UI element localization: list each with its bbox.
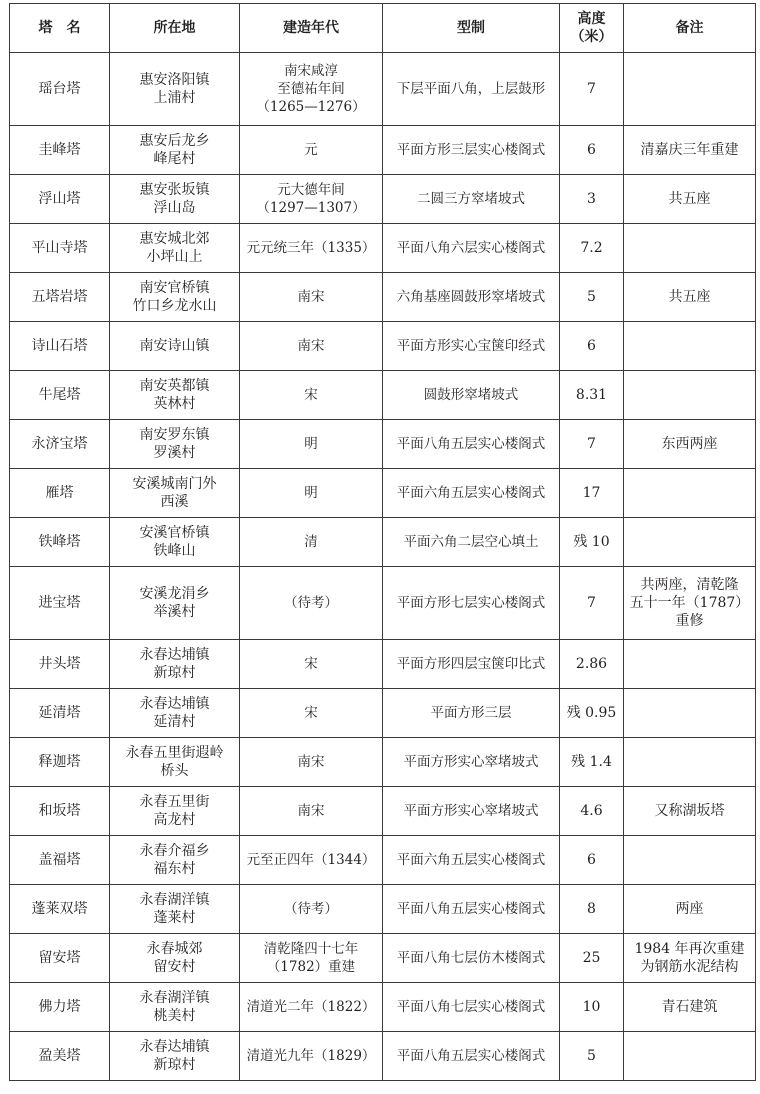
cell-name: 浮山塔 xyxy=(10,175,110,224)
cell-form: 平面方形三层实心楼阁式 xyxy=(383,126,560,175)
cell-era: 南宋 xyxy=(240,738,383,787)
table-row xyxy=(10,224,756,273)
cell-height: 7 xyxy=(560,53,624,126)
cell-name: 盈美塔 xyxy=(10,1032,110,1081)
cell-location: 永春介福乡 福东村 xyxy=(110,836,240,885)
cell-form: 平面方形实心窣堵坡式 xyxy=(383,787,560,836)
cell-height: 7.2 xyxy=(560,224,624,273)
table-row xyxy=(10,273,756,322)
cell-note: 青石建筑 xyxy=(624,983,756,1032)
cell-form: 下层平面八角，上层鼓形 xyxy=(383,53,560,126)
cell-form: 平面八角五层实心楼阁式 xyxy=(383,885,560,934)
cell-note: 东西两座 xyxy=(624,420,756,469)
cell-height: 6 xyxy=(560,126,624,175)
cell-height: 7 xyxy=(560,420,624,469)
cell-form: 平面六角五层实心楼阁式 xyxy=(383,469,560,518)
table-row xyxy=(10,983,756,1032)
cell-location: 惠安后龙乡 峰尾村 xyxy=(110,126,240,175)
cell-name: 和坂塔 xyxy=(10,787,110,836)
header-form: 型制 xyxy=(383,4,560,53)
cell-era: 元至正四年（1344） xyxy=(240,836,383,885)
cell-form: 六角基座圆鼓形窣堵坡式 xyxy=(383,273,560,322)
cell-note xyxy=(624,836,756,885)
cell-height: 7 xyxy=(560,567,624,640)
cell-note: 共五座 xyxy=(624,273,756,322)
cell-note xyxy=(624,738,756,787)
table-row xyxy=(10,469,756,518)
cell-era: 清乾隆四十七年 （1782）重建 xyxy=(240,934,383,983)
cell-era: 南宋 xyxy=(240,273,383,322)
cell-height: 6 xyxy=(560,322,624,371)
cell-name: 延清塔 xyxy=(10,689,110,738)
cell-era: 元大德年间 （1297—1307） xyxy=(240,175,383,224)
cell-name: 牛尾塔 xyxy=(10,371,110,420)
cell-location: 永春湖洋镇 桃美村 xyxy=(110,983,240,1032)
cell-form: 平面八角六层实心楼阁式 xyxy=(383,224,560,273)
header-era: 建造年代 xyxy=(240,4,383,53)
cell-form: 平面八角五层实心楼阁式 xyxy=(383,420,560,469)
cell-era: 宋 xyxy=(240,689,383,738)
cell-form: 圆鼓形窣堵坡式 xyxy=(383,371,560,420)
cell-height: 2.86 xyxy=(560,640,624,689)
table-row xyxy=(10,567,756,640)
cell-location: 南安诗山镇 xyxy=(110,322,240,371)
table-row xyxy=(10,1032,756,1081)
cell-form: 平面方形实心窣堵坡式 xyxy=(383,738,560,787)
cell-note: 两座 xyxy=(624,885,756,934)
cell-location: 永春达埔镇 延清村 xyxy=(110,689,240,738)
cell-note: 1984 年再次重建 为钢筋水泥结构 xyxy=(624,934,756,983)
cell-location: 南安官桥镇 竹口乡龙水山 xyxy=(110,273,240,322)
cell-location: 南安罗东镇 罗溪村 xyxy=(110,420,240,469)
cell-location: 永春达埔镇 新琼村 xyxy=(110,640,240,689)
cell-form: 平面八角七层实心楼阁式 xyxy=(383,983,560,1032)
cell-note xyxy=(624,640,756,689)
cell-form: 平面方形四层宝箧印比式 xyxy=(383,640,560,689)
table-row xyxy=(10,738,756,787)
cell-era: 清道光二年（1822） xyxy=(240,983,383,1032)
header-name: 塔 名 xyxy=(10,4,110,53)
cell-location: 南安英都镇 英林村 xyxy=(110,371,240,420)
cell-note xyxy=(624,469,756,518)
cell-era: 南宋咸淳 至德祐年间 （1265—1276） xyxy=(240,53,383,126)
cell-era: （待考） xyxy=(240,885,383,934)
cell-name: 留安塔 xyxy=(10,934,110,983)
cell-height: 4.6 xyxy=(560,787,624,836)
cell-name: 佛力塔 xyxy=(10,983,110,1032)
table-row xyxy=(10,420,756,469)
cell-era: 元 xyxy=(240,126,383,175)
cell-form: 平面六角五层实心楼阁式 xyxy=(383,836,560,885)
cell-era: 明 xyxy=(240,469,383,518)
cell-name: 铁峰塔 xyxy=(10,518,110,567)
cell-location: 永春湖洋镇 蓬莱村 xyxy=(110,885,240,934)
table-row xyxy=(10,836,756,885)
table-row xyxy=(10,53,756,126)
cell-height: 残 10 xyxy=(560,518,624,567)
cell-name: 诗山石塔 xyxy=(10,322,110,371)
cell-name: 井头塔 xyxy=(10,640,110,689)
cell-location: 惠安张坂镇 浮山岛 xyxy=(110,175,240,224)
cell-location: 永春五里街遐岭 桥头 xyxy=(110,738,240,787)
cell-note xyxy=(624,518,756,567)
cell-era: （待考） xyxy=(240,567,383,640)
cell-height: 5 xyxy=(560,1032,624,1081)
table-row xyxy=(10,689,756,738)
header-row xyxy=(10,4,756,53)
cell-era: 南宋 xyxy=(240,322,383,371)
cell-location: 安溪官桥镇 铁峰山 xyxy=(110,518,240,567)
table-row xyxy=(10,371,756,420)
cell-name: 永济宝塔 xyxy=(10,420,110,469)
cell-note: 又称湖坂塔 xyxy=(624,787,756,836)
cell-note xyxy=(624,1032,756,1081)
cell-name: 五塔岩塔 xyxy=(10,273,110,322)
table-row xyxy=(10,175,756,224)
cell-form: 平面八角五层实心楼阁式 xyxy=(383,1032,560,1081)
cell-form: 平面八角七层仿木楼阁式 xyxy=(383,934,560,983)
cell-form: 平面方形实心宝箧印经式 xyxy=(383,322,560,371)
cell-note xyxy=(624,322,756,371)
cell-era: 南宋 xyxy=(240,787,383,836)
cell-era: 元元统三年（1335） xyxy=(240,224,383,273)
cell-note xyxy=(624,371,756,420)
cell-note: 共两座，清乾隆 五十一年（1787） 重修 xyxy=(624,567,756,640)
cell-note: 共五座 xyxy=(624,175,756,224)
cell-note xyxy=(624,53,756,126)
cell-height: 10 xyxy=(560,983,624,1032)
table-row xyxy=(10,640,756,689)
cell-height: 25 xyxy=(560,934,624,983)
cell-era: 明 xyxy=(240,420,383,469)
header-height: 高度 （米） xyxy=(560,4,624,53)
cell-location: 永春城郊 留安村 xyxy=(110,934,240,983)
cell-note: 清嘉庆三年重建 xyxy=(624,126,756,175)
table-row xyxy=(10,518,756,567)
cell-location: 安溪龙涓乡 举溪村 xyxy=(110,567,240,640)
cell-name: 释迦塔 xyxy=(10,738,110,787)
cell-name: 瑶台塔 xyxy=(10,53,110,126)
cell-location: 永春五里街 高龙村 xyxy=(110,787,240,836)
cell-form: 二圆三方窣堵坡式 xyxy=(383,175,560,224)
table-row xyxy=(10,126,756,175)
cell-note xyxy=(624,224,756,273)
cell-height: 3 xyxy=(560,175,624,224)
cell-name: 圭峰塔 xyxy=(10,126,110,175)
table-row xyxy=(10,322,756,371)
cell-note xyxy=(624,689,756,738)
table-row xyxy=(10,885,756,934)
cell-name: 盖福塔 xyxy=(10,836,110,885)
cell-height: 5 xyxy=(560,273,624,322)
cell-era: 清 xyxy=(240,518,383,567)
cell-era: 宋 xyxy=(240,371,383,420)
cell-height: 残 1.4 xyxy=(560,738,624,787)
cell-height: 残 0.95 xyxy=(560,689,624,738)
cell-height: 6 xyxy=(560,836,624,885)
cell-name: 蓬莱双塔 xyxy=(10,885,110,934)
cell-name: 进宝塔 xyxy=(10,567,110,640)
cell-name: 雁塔 xyxy=(10,469,110,518)
header-location: 所在地 xyxy=(110,4,240,53)
cell-name: 平山寺塔 xyxy=(10,224,110,273)
table-row xyxy=(10,787,756,836)
header-note: 备注 xyxy=(624,4,756,53)
cell-form: 平面方形七层实心楼阁式 xyxy=(383,567,560,640)
cell-height: 8 xyxy=(560,885,624,934)
cell-era: 宋 xyxy=(240,640,383,689)
table-row xyxy=(10,934,756,983)
cell-location: 永春达埔镇 新琼村 xyxy=(110,1032,240,1081)
cell-era: 清道光九年（1829） xyxy=(240,1032,383,1081)
pagoda-table xyxy=(9,3,756,1081)
cell-height: 8.31 xyxy=(560,371,624,420)
cell-location: 惠安洛阳镇 上浦村 xyxy=(110,53,240,126)
cell-form: 平面方形三层 xyxy=(383,689,560,738)
cell-form: 平面六角二层空心填土 xyxy=(383,518,560,567)
cell-location: 惠安城北郊 小坪山上 xyxy=(110,224,240,273)
cell-height: 17 xyxy=(560,469,624,518)
cell-location: 安溪城南门外 西溪 xyxy=(110,469,240,518)
